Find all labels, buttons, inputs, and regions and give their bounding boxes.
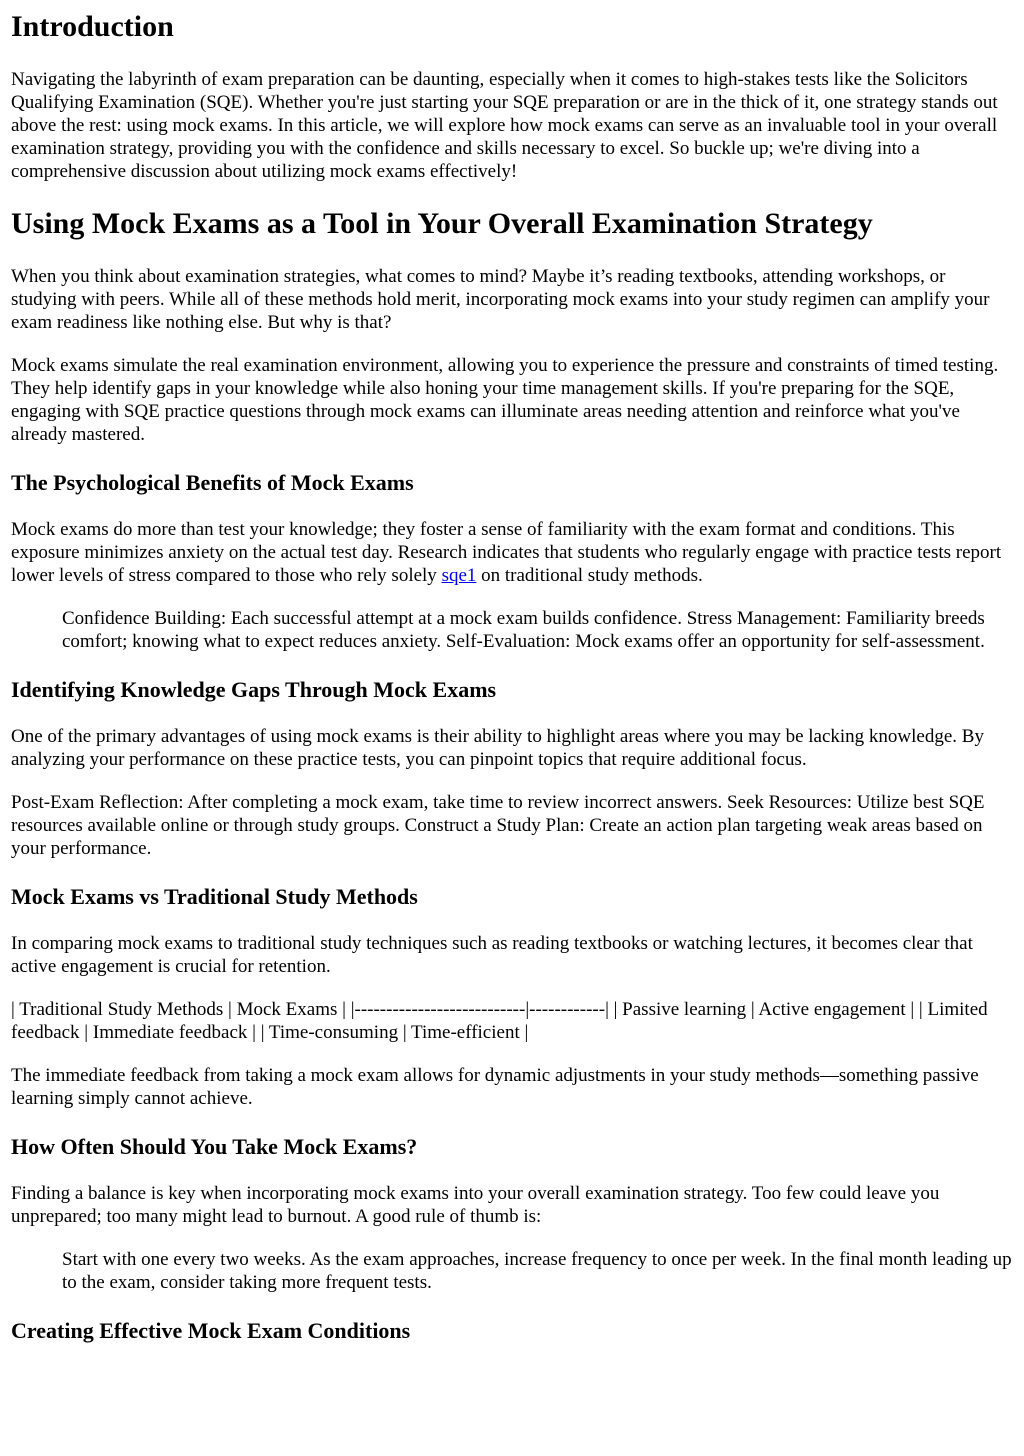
strategy-paragraph-2: Mock exams simulate the real examination environment, allowing you to experience the pressure and constraints of timed testing. They help identify gaps in your knowledge while also honing your time management skills. If you're preparing for the SQE, engaging with SQE practice questions through mock exams can illuminate areas needing attention and reinforce what you've already mastered.	[11, 355, 999, 445]
gaps-paragraph-2: Post-Exam Reflection: After completing a mock exam, take time to review incorrect answers. Seek Resources: Utilize best SQE resources available online or through study groups. Construct a Study Plan: Create an action plan targeting weak areas based on your performance.	[11, 792, 985, 859]
versus-paragraph-3: The immediate feedback from taking a mock exam allows for dynamic adjustments in your study methods—something passive learning simply cannot achieve.	[11, 1065, 979, 1109]
heading-mock-vs-traditional: Mock Exams vs Traditional Study Methods	[11, 884, 418, 909]
versus-paragraph-1: In comparing mock exams to traditional study techniques such as reading textbooks or watching lectures, it becomes clear that active engagement is crucial for retention.	[11, 933, 973, 977]
psych-text-after: on traditional study methods.	[476, 565, 703, 586]
heading-strategy: Using Mock Exams as a Tool in Your Overall Examination Strategy	[11, 207, 873, 240]
frequency-paragraph: Finding a balance is key when incorporating mock exams into your overall examination strategy. Too few could leave you unprepared; too many might lead to burnout. A good rule of thumb is:	[11, 1183, 940, 1227]
heading-knowledge-gaps: Identifying Knowledge Gaps Through Mock Exams	[11, 677, 497, 702]
frequency-quote: Start with one every two weeks. As the exam approaches, increase frequency to once per week. In the final month leading up to the exam, consider taking more frequent tests.	[62, 1249, 1012, 1293]
heading-introduction: Introduction	[11, 10, 174, 43]
sqe1-link[interactable]: sqe1	[441, 565, 477, 586]
psych-benefits-quote: Confidence Building: Each successful attempt at a mock exam builds confidence. Stress Management: Familiarity breeds comfort; knowing what to expect reduces anxiety. Self-Evaluation: Mock exams offer an opportunity for self-assessment.	[62, 608, 985, 652]
heading-psychological-benefits: The Psychological Benefits of Mock Exams	[11, 470, 414, 495]
intro-paragraph: Navigating the labyrinth of exam preparation can be daunting, especially when it comes to high-stakes tests like the Solicitors Qualifying Examination (SQE). Whether you're just starting your SQE preparation or are in the thick of it, one strategy stands out above the rest: using mock exams. In this article, we will explore how mock exams can serve as an invaluable tool in your overall examination strategy, providing you with the confidence and skills necessary to excel. So buckle up; we're diving into a comprehensive discussion about utilizing mock exams effectively!	[11, 69, 998, 182]
heading-how-often: How Often Should You Take Mock Exams?	[11, 1134, 418, 1159]
psych-paragraph	[11, 518, 1014, 587]
gaps-paragraph-1: One of the primary advantages of using mock exams is their ability to highlight areas where you may be lacking knowledge. By analyzing your performance on these practice tests, you can pinpoint topics that require additional focus.	[11, 726, 984, 770]
psych-text-before: Mock exams do more than test your knowledge; they foster a sense of familiarity with the exam format and conditions. This exposure minimizes anxiety on the actual test day. Research indicates that students who regularly engage with practice tests report lower levels of stress compared to those who rely solely	[11, 519, 1002, 586]
article	[0, 10, 1024, 1344]
versus-markdown-table: | Traditional Study Methods | Mock Exams | |---------------------------|------------| | Passive learning | Active engagement | | Limited feedback | Immediate feedback | | Time-consuming | Time-efficient |	[11, 999, 988, 1043]
heading-exam-conditions: Creating Effective Mock Exam Conditions	[11, 1318, 411, 1343]
strategy-paragraph-1: When you think about examination strategies, what comes to mind? Maybe it’s reading textbooks, attending workshops, or studying with peers. While all of these methods hold merit, incorporating mock exams into your study regimen can amplify your exam readiness like nothing else. But why is that?	[11, 266, 990, 333]
